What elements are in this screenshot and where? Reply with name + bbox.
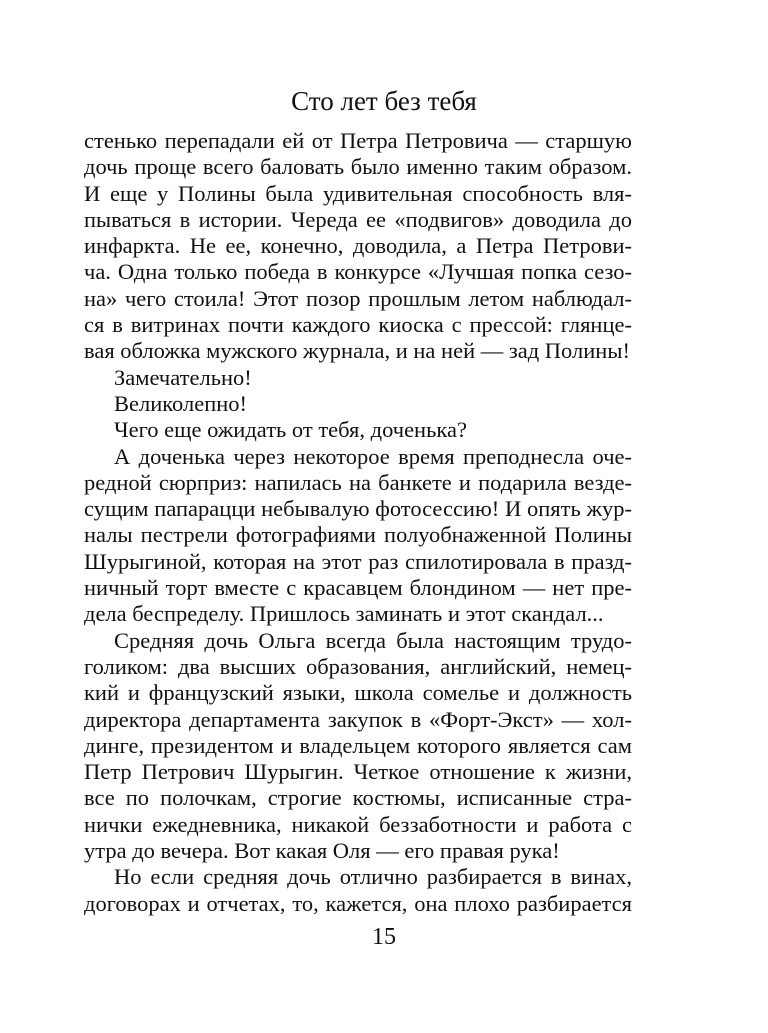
text-line: Великолепно! bbox=[114, 390, 248, 416]
text-line: редной сюрприз: напилась на банкете и подарила везде- bbox=[84, 469, 632, 495]
text-line: Петр Петрович Шурыгин. Четкое отношение к жизни, bbox=[84, 759, 632, 785]
text-line: кий и французский языки, школа сомелье и должность bbox=[84, 680, 632, 706]
text-line: налы пестрели фотографиями полуобнаженной Полины bbox=[84, 522, 632, 548]
text-line: ся в витринах почти каждого киоска с прессой: глянце- bbox=[84, 312, 632, 338]
text-line: нички ежедневника, никакой беззаботности и работа с bbox=[84, 811, 632, 837]
text-line: дела беспределу. Пришлось заминать и этот скандал... bbox=[84, 601, 604, 627]
page-number: 15 bbox=[372, 924, 396, 950]
text-line: А доченька через некоторое время преподнесла оче- bbox=[114, 443, 632, 469]
text-line: договорах и отчетах, то, кажется, она плохо разбирается bbox=[84, 890, 632, 916]
text-line: Чего еще ожидать от тебя, доченька? bbox=[114, 417, 467, 443]
body-text bbox=[84, 128, 632, 917]
text-line: все по полочкам, строгие костюмы, исписанные стра- bbox=[84, 785, 632, 811]
text-line: Замечательно! bbox=[114, 364, 252, 390]
text-line: утра до вечера. Вот какая Оля — его правая рука! bbox=[84, 838, 560, 864]
text-line: на» чего стоила! Этот позор прошлым летом наблюдал- bbox=[84, 285, 632, 311]
running-head: Сто лет без тебя bbox=[291, 86, 477, 116]
text-line: голиком: два высших образования, английский, немец- bbox=[84, 653, 632, 679]
text-line: динге, президентом и владельцем которого является сам bbox=[84, 732, 632, 758]
text-line: дочь проще всего баловать было именно таким образом. bbox=[84, 154, 632, 180]
text-line: сущим папарацци небывалую фотосессию! И опять жур- bbox=[84, 496, 632, 522]
text-line: инфаркта. Не ее, конечно, доводила, а Петра Петрови- bbox=[84, 233, 632, 259]
text-line: директора департамента закупок в «Форт-Экст» — хол- bbox=[84, 706, 632, 732]
text-line: Но если средняя дочь отлично разбирается в винах, bbox=[114, 864, 632, 890]
text-line: стенько перепадали ей от Петра Петровича — старшую bbox=[84, 128, 632, 153]
text-line: вая обложка мужского журнала, и на ней — зад Полины! bbox=[84, 338, 630, 364]
text-line: ча. Одна только победа в конкурсе «Лучшая попка сезо- bbox=[84, 259, 632, 285]
text-line: ничный торт вместе с красавцем блондином — нет пре- bbox=[84, 575, 632, 601]
text-line: пываться в истории. Череда ее «подвигов» доводила до bbox=[84, 206, 632, 232]
text-line: И еще у Полины была удивительная способность вля- bbox=[84, 180, 632, 206]
text-line: Шурыгиной, которая на этот раз спилотировала в празд- bbox=[84, 548, 632, 574]
text-line: Средняя дочь Ольга всегда была настоящим трудо- bbox=[114, 627, 632, 653]
